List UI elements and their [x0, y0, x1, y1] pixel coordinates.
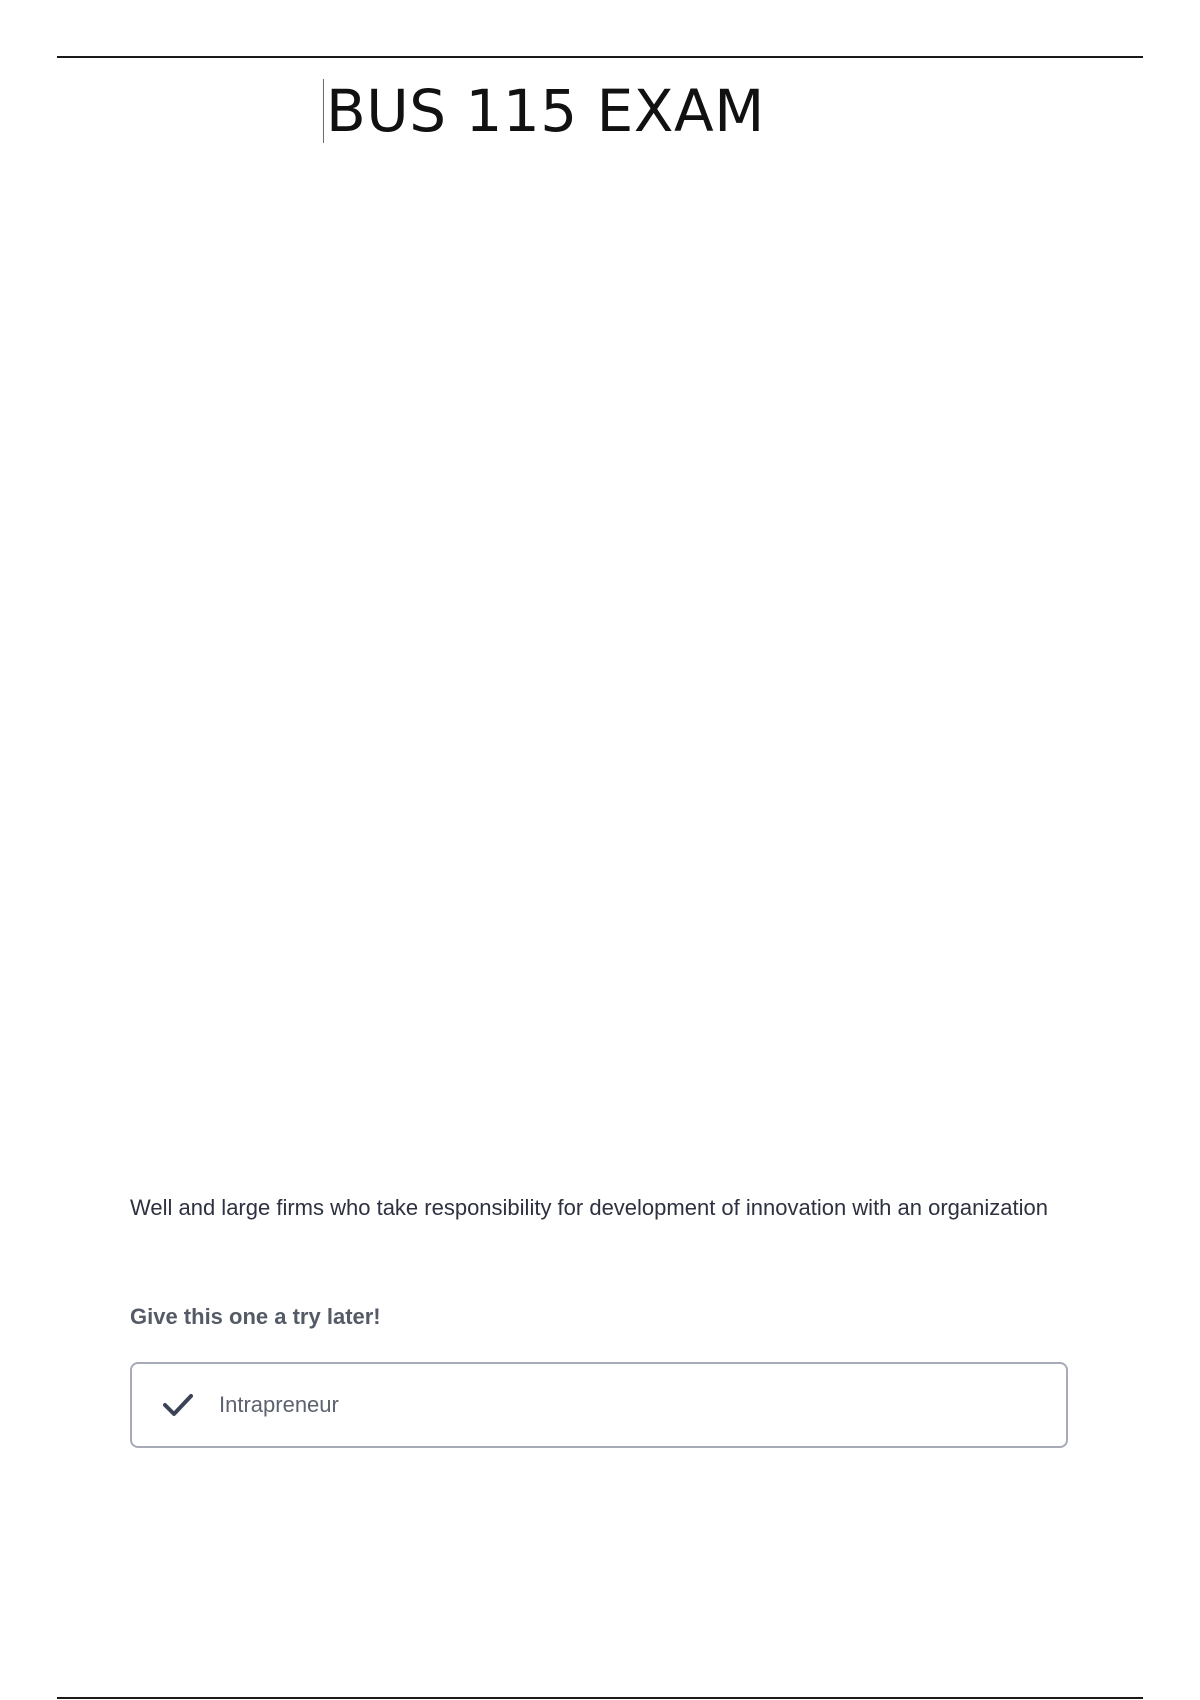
bottom-page-rule [57, 1697, 1143, 1699]
top-page-rule [57, 56, 1143, 58]
answer-label: Intrapreneur [219, 1392, 339, 1417]
question-text: Well and large firms who take responsibility for development of innovation with an organization [130, 1195, 1048, 1220]
hint-text: Give this one a try later! [130, 1304, 381, 1329]
title-area [323, 78, 765, 144]
text-cursor [323, 79, 324, 143]
answer-option[interactable] [130, 1362, 1068, 1448]
check-icon [160, 1387, 196, 1423]
document-title: BUS 115 EXAM [326, 77, 765, 145]
